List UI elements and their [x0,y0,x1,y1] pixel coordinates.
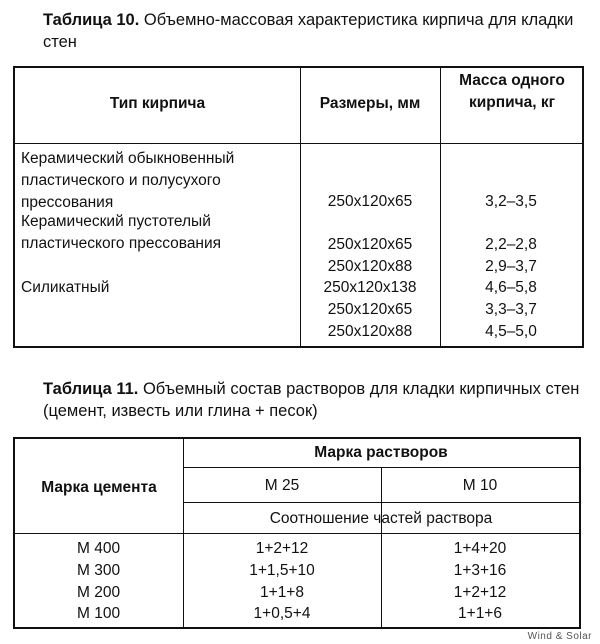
table10-row-1-size: 250х120х65 [327,193,413,210]
table10-header-mass: Масса одного кирпича, кг [459,72,565,111]
table11-row-4-m25: 1+0,5+4 [253,605,311,622]
table10-row-5-size: 250х120х65 [327,301,413,318]
table11-row-4-m10: 1+1+6 [458,605,502,622]
table10-row-2-mass: 2,2–2,8 [485,236,537,253]
table11-row-1-m25: 1+2+12 [255,540,309,557]
table11-header-m10: М 10 [462,477,498,494]
table11-caption-label: Таблица 11. [43,380,139,398]
table11-row-1-cement: М 400 [77,540,121,557]
table10-row-3-mass: 2,9–3,7 [485,258,537,275]
table10-group-2: Керамический пустотелый пластического прессования [21,213,222,252]
table10-row-5-mass: 3,3–3,7 [485,301,537,318]
table11-header-mortar: Марка растворов [314,444,448,461]
table11-header-divider-1 [183,467,579,468]
table10-caption [43,9,593,53]
table10-row-4-size: 250х120х138 [323,279,417,296]
table11-caption-text: Объемный состав растворов для кладки кирпичных стен (цемент, известь или глина + песок) [43,380,580,420]
watermark: Wind & Solar [527,631,592,642]
table10-caption-label: Таблица 10. [43,11,140,29]
table10-row-6-size: 250х120х88 [327,323,413,340]
table11-row-3-m25: 1+1+8 [260,584,304,601]
table11-caption [43,378,593,422]
table11-header-ratio: Соотношение частей раствора [269,510,493,527]
table11-row-4-cement: М 100 [77,605,121,622]
table11-header-divider-3 [15,533,579,534]
table11-row-3-cement: М 200 [77,584,121,601]
table11-header-divider-2 [183,502,579,503]
table10 [13,66,584,348]
table11-header-m25: М 25 [264,477,300,494]
table10-row-3-size: 250х120х88 [327,258,413,275]
table11-row-1-m10: 1+4+20 [453,540,507,557]
table10-caption-text: Объемно-массовая характеристика кирпича для кладки стен [43,11,574,51]
table10-row-6-mass: 4,5–5,0 [485,323,537,340]
table11-row-2-m10: 1+3+16 [453,562,507,579]
table10-group-1: Керамический обыкновенный пластического и полусухого прессования [21,150,235,211]
table10-group-3: Силикатный [21,279,110,296]
table10-header-divider [15,143,582,144]
table11-row-2-cement: М 300 [77,562,121,579]
table11-row-2-m25: 1+1,5+10 [249,562,315,579]
table10-row-1-mass: 3,2–3,5 [485,193,537,210]
table10-header-size: Размеры, мм [319,95,421,112]
table10-header-type: Тип кирпича [109,95,206,112]
table11-header-cement: Марка цемента [41,479,157,496]
table11-row-3-m10: 1+2+12 [453,584,507,601]
table11 [13,437,581,629]
table10-row-2-size: 250х120х65 [327,236,413,253]
table10-row-4-mass: 4,6–5,8 [485,279,537,296]
